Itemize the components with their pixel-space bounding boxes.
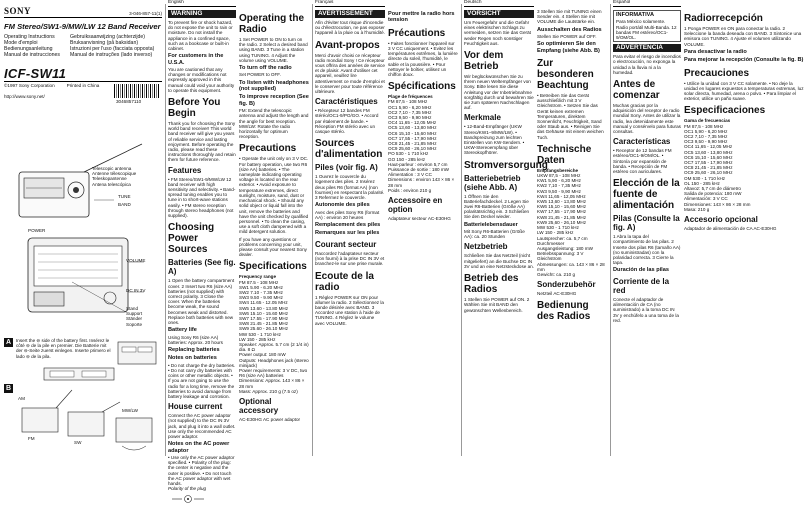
headphones-heading: To listen with headphones (not supplied) (239, 79, 309, 93)
caracteristiques-text: • Récepteur 12 bandes FM stéréo/OC1-9/PO/GO. • Accord par étalement de bande. • Réception FM stéréo avec un casque stéréo. (315, 108, 379, 135)
netzbetrieb-heading: Netzbetrieb (464, 242, 508, 252)
avertissement-text: Afin d'éviter tout risque d'incendie ou d'électrocution, ne pas exposer l'appareil à la pluie ou à l'humidité. (315, 20, 385, 36)
vorsicht-heading: VORSICHT (464, 10, 534, 18)
polarity-caption: Polarity of the plug (168, 486, 207, 492)
batteriebetrieb-text: 1 Öffnen Sie den Batteriefachdeckel. 2 Legen Sie zwei R6-Batterien (Größe AA) polaritätsrichtig ein. 3 Schließen Sie den Deckel wieder. (464, 193, 530, 220)
usa-text: You are cautioned that any changes or modifications not expressly approved in this manual could void your authority to operate this equipment. (168, 67, 235, 93)
sonderzubehor-heading: Sonderzubehör (537, 280, 596, 290)
operating-text: 1 Set POWER to ON to turn on the radio. 2 Select a desired band using BAND. 3 Tune in a station using TUNING. 4 Adjust the volume using VOLUME. (239, 37, 308, 63)
caracteristiques-heading: Caractéristiques (315, 97, 378, 107)
language-tab-english: English (168, 0, 236, 7)
radiorrecepcion-heading: Radiorrecepción (684, 13, 763, 24)
notes-heading: Notes on batteries (168, 355, 217, 362)
reception-drawing (4, 384, 160, 456)
label-volume: VOLUME (126, 258, 146, 263)
fig-b-mwlw: MW/LW (122, 408, 138, 413)
especificaciones-list: Gama de frecuencias FM 87,5 - 108 MHz OC1 5,90 - 6,20 MHz OC2 7,10 - 7,35 MHz OC3 9,50 - 9,90 MHz OC4 11,65 - 12,05 MHz OC5 13,60 - 13,80 MHz OC6 15,10 - 15,60 MHz OC7 17,55 - 17,90 MHz OC8 21,45 - 21,85 MHz OC9 25,60 - 26,10 MHz OM 530 - 1 710 kHz OL 150 - 285 kHz Altavoz: 5,7 cm de diámetro Salida de potencia: 180 mW Alimentación: 3 V CC Dimensiones: 143 × 86 × 28 mm Masa: 210 g (684, 118, 751, 212)
spanish-column-1 (613, 0, 681, 459)
betrieb-heading: Betrieb des Radios (464, 273, 519, 296)
figure-a-letter: A (5, 339, 12, 346)
precauciones-text: • Utilice la unidad con 3 V CC solamente. • No deje la unidad en lugares expuestos a temperaturas extremas, luz solar directa, humedad, arena o polvo. • Para limpiar el exterior, utilice un paño suave. (684, 80, 804, 102)
radiorrecepcion-text: 1 Ponga POWER en ON para conectar la radio. 2 Seleccione la banda deseada con BAND. 3 Sintonice una emisora con TUNING. 4 Ajuste el volumen utilizando VOLUME. (684, 26, 802, 47)
accesorio-heading: Accesorio opcional (684, 215, 758, 225)
figure-b-letter: B (5, 385, 12, 392)
courant-text: Raccordez l'adaptateur secteur (non fourni) à la prise DC IN 3V et branchez-le sur une prise murale. (315, 250, 385, 267)
fig-b-am: AM (18, 396, 25, 401)
empfang-heading: So optimieren Sie den Empfang (siehe Abb. B) (537, 41, 600, 54)
website-url: http://www.sony.net/ (4, 94, 45, 100)
informativa-box (613, 10, 681, 42)
accessoire-text: Adaptateur secteur AC-E30HG (388, 216, 451, 222)
cover-column (4, 0, 162, 459)
bedienung-text: 3 Stellen Sie mit TUNING einen Sender ein. 4 Stellen Sie mit VOLUME die Lautstärke ein. (537, 9, 602, 25)
before-text: Thank you for choosing the Sony world band receiver! This world band receiver will give you years of reliable service and lasting enjoyment. Before operating the radio, please read these instructions thoroughly and retain them for future reference. (168, 121, 236, 163)
duracion-heading: Duración de las pilas (613, 267, 669, 274)
autonomie-heading: Autonomie des piles (315, 202, 370, 209)
precautions-text: • Operate the unit only on 3 V DC. For battery operation, use two R6 (size AA) batteries. • The nameplate indicating operating voltage is located on the rear exterior. • Avoid exposure to temperature extremes, direct sunlight, moisture, sand, dust or mechanical shock. • Should any solid object or liquid fall into the unit, remove the batteries and have the unit checked by qualified personnel. • To clean the casing, use a soft cloth dampened with a mild detergent solution. (239, 156, 309, 235)
sony-logo: SONY (4, 6, 32, 16)
bedienung-heading: Bedienung des Radios (537, 300, 591, 323)
precauciones-heading: Precauciones (684, 67, 750, 79)
informativa-heading: INFORMATIVA (616, 12, 655, 18)
remplacement-heading: Remplacement des piles (315, 222, 381, 229)
barcode-text: 3046857110 (116, 99, 142, 104)
avant-propos-heading: Avant-propos (315, 39, 380, 51)
house-text: Connect the AC power adaptor (not supplied) to the DC IN 3V jack, and plug it into a wall outlet. Use only the recommended AC power adaptor. (168, 413, 236, 439)
merkmale-text: • 12-Band-Empfänger (UKW Stereo/KW1–9/MW/LW). • Bandspreizung zum leichten Einstellen von KW-Sendern. • UKW-Stereoempfang über Stereokopfhörer. (464, 124, 525, 156)
precautions-heading: Precautions (239, 143, 297, 155)
eleccion-heading: Elección de la fuente de alimentación (613, 178, 680, 212)
divider (312, 4, 313, 456)
french-column-2 (388, 0, 458, 459)
before-heading: Before You Begin (168, 97, 221, 120)
accesorio-text: Adaptador de alimentación de CA AC-E30HG (684, 226, 777, 232)
batteries-heading: Batteries (See fig. A) (168, 258, 236, 277)
improve-text: FM: Extend the telescopic antenna and adjust the length and the angle for best reception. MW/LW: Rotate the radio horizontally for optimum reception. (239, 108, 309, 140)
ecoute-heading: Ecoute de la radio (315, 270, 374, 293)
informativa-text: Para México solamente. Radio portátil Multi-Banda. 12 bandas FM estéreo/OC1-9/OM/OL. (616, 19, 677, 41)
part-number: 3-046-857-11(1) (129, 10, 162, 16)
advertencia-text: Para evitar el riesgo de incendios o electrocución, no exponga la unidad a la lluvia ni a la humedad. (613, 54, 681, 75)
features-text: • FM Stereo/SW1-9/MW/LW 12 band receiver with high sensitivity and selectivity. • Band-spread tuning enables you to tune in to short-wave stations easily. • FM stereo reception through stereo headphones (not supplied). (168, 176, 236, 219)
desactivar-heading: Para desactivar la radio (684, 48, 747, 55)
batteries-text: 1 Open the battery compartment cover. 2 Insert two R6 (size AA) batteries (not supplied) with correct polarity. 3 Close the cover. When the batteries become weak, the sound becomes weak and distorted. Replace both batteries with new ones. (168, 278, 235, 325)
ausschalten-heading: Ausschalten des Radios (537, 26, 602, 33)
language-tab-french: Français (315, 0, 385, 7)
figure-a (4, 338, 160, 382)
arret-heading: Pour mettre la radio hors tension (388, 11, 455, 24)
barcode (114, 84, 160, 98)
accessoire-heading: Accessoire en option (388, 196, 443, 215)
precautions-fr-heading: Précautions (388, 27, 446, 39)
pilas-text: 1 Abra la tapa del compartimiento de las pilas. 2 Inserte dos pilas R6 (tamaño AA) (no suministradas) con la polaridad correcta. 3 Cierre la tapa. (613, 234, 681, 266)
label-dc-in: DC IN 3V (126, 288, 146, 293)
technische-daten-list: Empfangsbereiche UKW 87,5 - 108 MHz KW1 5,90 - 6,20 MHz KW2 7,10 - 7,35 MHz KW3 9,50 - 9,90 MHz KW4 11,65 - 12,05 MHz KW5 13,60 - 13,80 MHz KW6 15,10 - 15,60 MHz KW7 17,55 - 17,90 MHz KW8 21,45 - 21,85 MHz KW9 25,60 - 26,10 MHz MW 530 - 1 710 kHz LW 150 - 285 kHz Lautsprecher: ca. 5,7 cm Durchmesser Ausgangsleistung: 180 mW Betriebsspannung: 3 V Gleichstrom Abmessungen: ca. 143 × 86 × 28 mm Gewicht: ca. 210 g (537, 167, 605, 277)
copyright: ©1997 Sony Corporation (4, 83, 55, 88)
sources-heading: Sources d'alimentation (315, 138, 383, 161)
turn-off-heading: To turn off the radio (239, 65, 292, 72)
remarques-heading: Remarques sur les piles (315, 230, 380, 237)
cover-title: FM Stereo/SW1-9/MW/LW 12 Band Receiver (4, 22, 161, 31)
optional-heading: Optional accessory (239, 397, 279, 415)
optional-text: AC-E30HG AC power adaptor (239, 417, 301, 422)
battery-life-text: Using Sony R6 (size AA) batteries: Approx. 20 hours (168, 334, 223, 345)
turn-off-text: Set POWER to OFF. (239, 72, 281, 78)
warning-heading: WARNING (168, 10, 236, 18)
model-name: ICF-SW11 (4, 66, 67, 81)
piles-text: 1 Ouvrez le couvercle du logement des piles. 2 Insérez deux piles R6 (format AA) (non fournies) en respectant la polarité. 3 Refermez le couvercle. (315, 174, 385, 201)
courant-heading: Courant secteur (315, 239, 377, 249)
german-column-2 (537, 0, 607, 459)
sonderzubehor-text: Netzteil AC-E30HG (537, 291, 577, 297)
advertencia-heading: ADVERTENCIA (613, 44, 681, 52)
mejorar-heading: Para mejorar la recepción (Consulte la fig. B) (684, 57, 804, 64)
choosing-heading: Choosing Power Sources (168, 222, 215, 256)
ausschalten-text: Stellen Sie POWER auf OFF. (537, 34, 597, 40)
english-column-2 (239, 0, 309, 459)
besondere-text: • Betreiben Sie das Gerät ausschließlich mit 3 V Gleichstrom. • Setzen Sie das Gerät keinen extremen Temperaturen, direktem Sonnenlicht, Feuchtigkeit, Sand oder Staub aus. • Reinigen Sie das Gehäuse mit einem weichen Tuch. (537, 93, 604, 140)
german-column-1 (464, 0, 548, 459)
merkmale-heading: Merkmale (464, 113, 501, 123)
english-column-1 (168, 0, 236, 492)
stromversorgung-heading: Stromversorgung (464, 159, 548, 171)
label-tune: TUNE (118, 194, 131, 199)
precautions-fr-text: • Faites fonctionner l'appareil sur 3 V CC uniquement. • Evitez les températures extrêmes, la lumière directe du soleil, l'humidité, le sable et la poussière. • Pour nettoyer le boîtier, utilisez un chiffon doux. (388, 40, 458, 78)
batteriebetrieb-heading: Batteriebetrieb (siehe Abb. A) (464, 173, 521, 192)
warning-text: To prevent fire or shock hazard, do not expose the unit to rain or moisture. Do not install the appliance in a confined space, such as a bookcase or built-in cabinet. (168, 20, 233, 52)
divider (610, 4, 611, 456)
lebensdauer-text: Mit Sony R6-Batterien (Größe AA): ca. 20 Stunden (464, 229, 525, 240)
figure-b (4, 384, 160, 456)
specifications-fr-heading: Spécifications (388, 81, 456, 93)
avant-propos-text: Merci d'avoir choisi ce récepteur radio mondial Sony ! Ce récepteur vous offrira des années de service et de plaisir. Avant d'utiliser cet appareil, veuillez lire attentivement ce mode d'emploi et le conserver pour toute référence ultérieure. (315, 52, 385, 95)
specs-list: Frequency range FM 87.5 - 108 MHz SW1 5.90 - 6.20 MHz SW2 7.10 - 7.35 MHz SW3 9.50 - 9.90 MHz SW4 11.65 - 12.05 MHz SW5 13.60 - 13.80 MHz SW6 15.10 - 15.60 MHz SW7 17.55 - 17.90 MHz SW8 21.45 - 21.85 MHz SW9 25.60 - 26.10 MHz MW 530 - 1 710 kHz LW 150 - 285 kHz Speaker: Approx. 5.7 cm (2 1/4 in) dia. 8 Ω Power output: 180 mW Outputs: Headphones jack (stereo minijack) Power requirements: 3 V DC, two R6 (size AA) batteries Dimensions: Approx. 143 × 86 × 28 mm Mass: Approx. 210 g (7.5 oz) (239, 274, 309, 394)
divider (165, 4, 166, 456)
battery-life-heading: Battery life (168, 327, 197, 334)
caracteristicas-text: • Receptor de 12 bandas FM estéreo/OC1-9/OM/OL. • Sintonía por expansión de banda. • Recepción de FM estéreo con auriculares. (613, 148, 672, 175)
antes-heading: Antes de comenzar (613, 79, 660, 102)
radio-illustration (14, 142, 160, 332)
vor-dem-betrieb-text: Wir beglückwünschen Sie zu Ihrem neuen Weltempfänger von Sony. Bitte lesen Sie diese Anleitung vor der Inbetriebnahme sorgfältig durch und bewahren Sie sie zum späteren Nachschlagen auf. (464, 74, 534, 111)
pilas-heading: Pilas (Consulte la fig. A) (613, 214, 680, 233)
antenna-labels: Telescopic antenna Antenne télescopique Teleskopantenne Antena telescópica (92, 166, 137, 187)
corriente-heading: Corriente de la red (613, 276, 670, 295)
label-power: POWER (28, 228, 46, 233)
house-heading: House current (168, 402, 223, 412)
battery-drawing (4, 338, 160, 382)
technische-daten-heading: Technische Daten (537, 143, 592, 166)
language-list-right: Gebruiksaanwijzing (achterzijde) Bruksanvisning (på baksidan) Istruzioni per l'uso (facciata opposta) Manual de instruções (lado inverso) (70, 34, 155, 58)
ac-heading: Notes on the AC power adaptor (168, 441, 230, 454)
vorsicht-text: Um Feuergefahr und die Gefahr eines elektrischen Schlags zu vermeiden, setzen Sie das Gerät weder Regen noch sonstiger Feuchtigkeit aus. (464, 20, 531, 46)
battery-note: Insert the ⊖ side of the battery first. Insérez le côté ⊖ de la pile en premier. Die Batterie mit der ⊖-Seite zuerst einlegen. Inserte primero el lado ⊖ de la pila. (16, 338, 111, 359)
especificaciones-heading: Especificaciones (684, 105, 766, 117)
usa-heading: For customers in the U.S.A. (168, 53, 224, 66)
language-tab-spanish: Español (613, 0, 681, 7)
fig-b-sw: SW (74, 440, 82, 445)
piles-heading: Piles (voir fig. A) (315, 163, 378, 173)
divider (461, 4, 462, 456)
fig-b-fm: FM (28, 436, 35, 441)
caracteristicas-heading: Características (613, 137, 671, 147)
polarity-icon (168, 494, 208, 504)
autonomie-text: Avec des piles Sony R6 (format AA) : environ 20 heures (315, 209, 380, 220)
features-heading: Features (168, 165, 202, 175)
operating-heading: Operating the Radio (239, 13, 305, 35)
avertissement-heading: AVERTISSEMENT (315, 10, 385, 18)
antes-text: Muchas gracias por la adquisición del receptor de radio mundial Sony. Antes de utilizar la radio, lea detenidamente este manual y consérvelo para futuras consultas. (613, 103, 681, 135)
specs-heading: Specifications (239, 261, 307, 273)
language-list: Operating Instructions Mode d'emploi Bedienungsanleitung Manual de instrucciones (4, 34, 60, 58)
vor-dem-betrieb-heading: Vor dem Betrieb (464, 50, 504, 73)
lebensdauer-heading: Batterielebensdauer (464, 221, 518, 228)
printed-in: Printed in China (66, 83, 100, 88)
specifications-fr-list: Plage de fréquences FM 87,5 - 108 MHz OC1 5,90 - 6,20 MHz OC2 7,10 - 7,35 MHz OC3 9,50 - 9,90 MHz OC4 11,65 - 12,05 MHz OC5 13,60 - 13,80 MHz OC6 15,10 - 15,60 MHz OC7 17,55 - 17,90 MHz OC8 21,45 - 21,85 MHz OC9 25,60 - 26,10 MHz PO 530 - 1 710 kHz GO 150 - 285 kHz Haut-parleur : environ 5,7 cm Puissance de sortie : 180 mW Alimentation : 3 V CC Dimensions : environ 143 × 86 × 28 mm Poids : environ 210 g (388, 94, 455, 193)
stand-labels: Stand Support Ständer Soporte (126, 306, 143, 327)
ac-text: • Use only the AC power adaptor specified. • Polarity of the plug: the center is negative and the outer is positive. • Do not touch the AC power adaptor with wet hands. (168, 455, 235, 487)
language-tab-german: Deutsch (464, 0, 534, 7)
replacing-heading: Replacing batteries (168, 346, 220, 353)
netzbetrieb-text: Schließen Sie das Netzteil (nicht mitgeliefert) an die Buchse DC IN 3V und an eine Netzsteckdose an. (464, 253, 534, 269)
french-column-1 (315, 0, 385, 459)
betrieb-text: 1 Stellen Sie POWER auf ON. 2 Wählen Sie mit BAND den gewünschten Wellenbereich. (464, 297, 530, 313)
notes-text: • Do not charge the dry batteries. • Do not carry dry batteries with coins or other metallic objects. • If you are not going to use the radio for a long time, remove the batteries to avoid damage from battery leakage and corrosion. (168, 362, 236, 399)
questions-text: If you have any questions or problems concerning your unit, please consult your nearest Sony dealer. (239, 236, 307, 258)
corriente-text: Conecte el adaptador de alimentación de CA (no suministrado) a la toma DC IN 3V y enchúfelo a una toma de la red. (613, 296, 679, 323)
besondere-heading: Zur besonderen Beachtung (537, 58, 594, 92)
spanish-column-2 (684, 0, 804, 459)
label-band: BAND (118, 202, 131, 207)
ecoute-text: 1 Réglez POWER sur ON pour allumer la radio. 2 Sélectionnez la bande désirée avec BAND. 3 Accordez une station à l'aide de TUNING. 4 Réglez le volume avec VOLUME. (315, 294, 384, 326)
improve-heading: To improve reception (See fig. B) (239, 94, 309, 107)
